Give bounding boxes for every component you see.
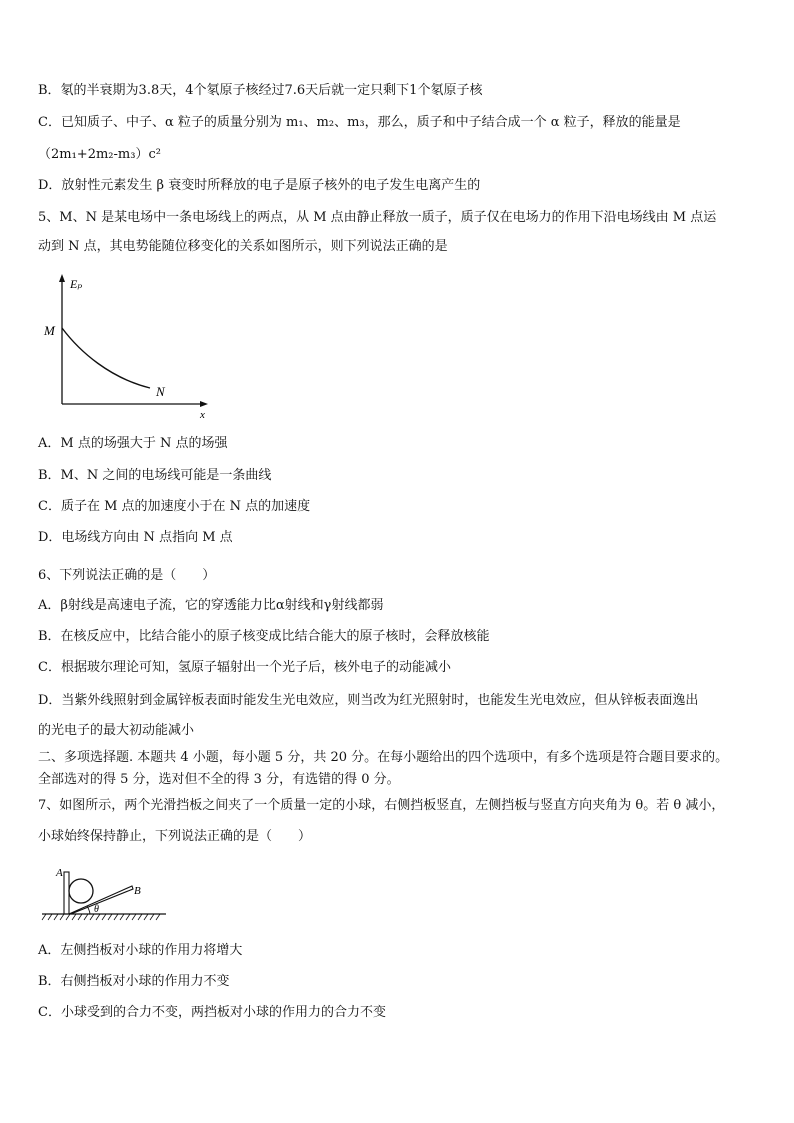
q7-stem-line2: 小球始终保持静止，下列说法正确的是（ ） [38,829,312,844]
section2-instructions-line2: 全部选对的得 5 分，选对但不全的得 3 分，有选错的得 0 分。 [38,772,400,787]
q5-x-axis-label: x [200,409,205,420]
q7-option-c: C．小球受到的合力不变，两挡板对小球的作用力的合力不变 [38,1005,386,1020]
q4-option-c-line1: C．已知质子、中子、α 粒子的质量分别为 m₁、m₂、m₃，那么，质子和中子结合成一个 α 粒子，释放的能量是 [38,115,681,130]
q7-label-b: B [134,885,141,897]
q7-angle-label: θ [94,904,99,915]
section2-instructions-line1: 二、多项选择题. 本题共 4 小题，每小题 5 分，共 20 分。在每小题给出的四个选项中，有多个选项是符合题目要求的。 [38,750,729,765]
q5-option-d: D．电场线方向由 N 点指向 M 点 [38,530,233,545]
q7-option-b: B．右侧挡板对小球的作用力不变 [38,974,230,989]
q5-stem-line1: 5、M、N 是某电场中一条电场线上的两点，从 M 点由静止释放一质子，质子仅在电场力的作用下沿电场线由 M 点运 [38,210,717,225]
q5-option-c: C．质子在 M 点的加速度小于在 N 点的加速度 [38,499,311,514]
q4-option-c-line2: （2m₁+2m₂-m₃）c² [38,147,161,162]
q6-option-d-line1: D．当紫外线照射到金属锌板表面时能发生光电效应，则当改为红光照射时，也能发生光电效应，但从锌板表面逸出 [38,693,699,708]
q5-point-n-label: N [156,384,165,399]
q6-option-d-line2: 的光电子的最大初动能减小 [38,723,195,738]
q5-stem-line2: 动到 N 点，其电势能随位移变化的关系如图所示，则下列说法正确的是 [38,239,448,254]
q5-option-b: B．M、N 之间的电场线可能是一条曲线 [38,468,272,483]
q5-y-axis-label: Eₚ [70,277,83,291]
q7-label-a: A [56,867,63,879]
q7-plate-a [64,872,69,914]
q7-plate-b [69,886,133,914]
q7-ball-between-plates-diagram [40,864,170,926]
q4-option-d: D．放射性元素发生 β 衰变时所释放的电子是原子核外的电子发生电离产生的 [38,178,481,193]
q5-energy-displacement-graph [40,272,215,420]
q5-option-a: A．M 点的场强大于 N 点的场强 [38,436,228,451]
q6-option-c: C．根据玻尔理论可知，氢原子辐射出一个光子后，核外电子的动能减小 [38,660,451,675]
q6-stem: 6、下列说法正确的是（ ） [38,568,216,583]
q5-point-m-label: M [44,323,55,338]
q4-option-b: B．氡的半衰期为3.8天，4个氡原子核经过7.6天后就一定只剩下1个氡原子核 [38,83,483,98]
q7-ball [69,879,93,903]
q6-option-a: A．β射线是高速电子流，它的穿透能力比α射线和γ射线都弱 [38,598,384,613]
q7-stem-line1: 7、如图所示，两个光滑挡板之间夹了一个质量一定的小球，右侧挡板竖直，左侧挡板与竖直方向夹角为 θ。若 θ 减小， [38,798,725,813]
q7-option-a: A．左侧挡板对小球的作用力将增大 [38,943,243,958]
q6-option-b: B．在核反应中，比结合能小的原子核变成比结合能大的原子核时，会释放核能 [38,629,490,644]
q5-curve [62,328,150,388]
